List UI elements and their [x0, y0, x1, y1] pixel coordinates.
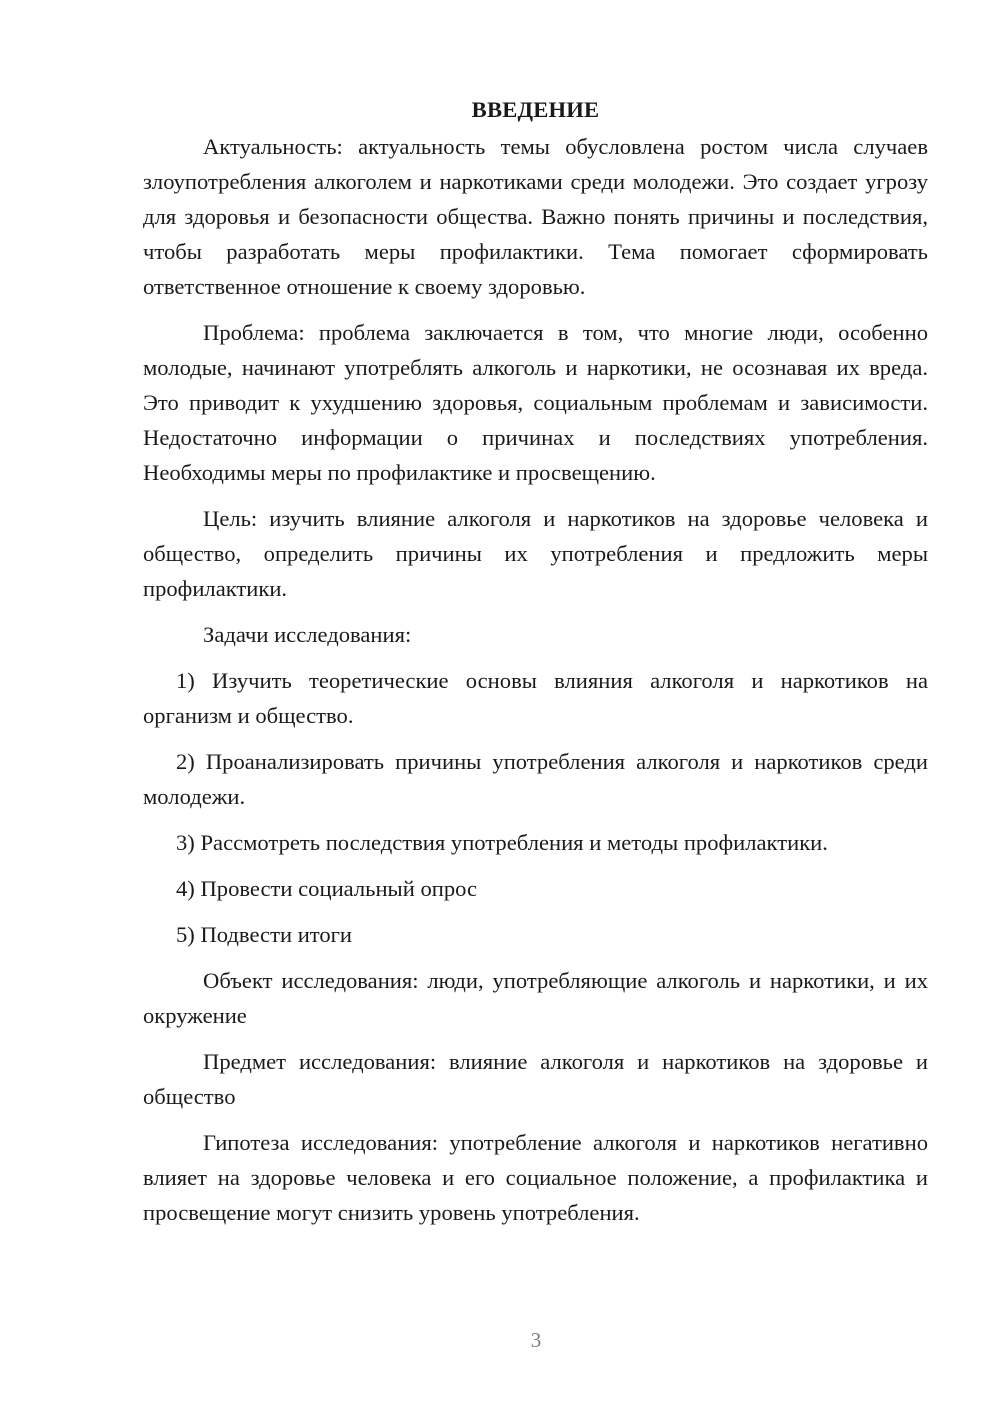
tasks-heading: Задачи исследования: — [203, 622, 412, 647]
task-item-1: 1) Изучить теоретические основы влияния алкоголя и наркотиков на организм и общество. — [143, 668, 928, 728]
object-paragraph: Объект исследования: люди, употребляющие алкоголь и наркотики, и их окружение — [143, 968, 928, 1028]
section-heading: ВВЕДЕНИЕ — [471, 97, 600, 122]
problem-paragraph: Проблема: проблема заключается в том, что многие люди, особенно молодые, начинают употреблять алкоголь и наркотики, не осознавая их вреда. Это приводит к ухудшению здоровья, социальным проблемам и зависимости. Недостаточно информации о причинах и последствиях употребления. Необходимы меры по профилактике и просвещению. — [143, 320, 928, 485]
relevance-paragraph: Актуальность: актуальность темы обусловлена ростом числа случаев злоупотребления алкоголем и наркотиками среди молодежи. Это создает угрозу для здоровья и безопасности общества. Важно понять причины и последствия, чтобы разработать меры профилактики. Тема помогает сформировать ответственное отношение к своему здоровью. — [143, 134, 928, 299]
page-number: 3 — [530, 1328, 542, 1352]
task-item-5: 5) Подвести итоги — [176, 922, 353, 947]
document-body — [143, 92, 928, 1241]
task-item-2: 2) Проанализировать причины употребления алкоголя и наркотиков среди молодежи. — [143, 749, 928, 809]
task-item-3: 3) Рассмотреть последствия употребления и методы профилактики. — [176, 830, 828, 855]
subject-paragraph: Предмет исследования: влияние алкоголя и наркотиков на здоровье и общество — [143, 1049, 928, 1109]
task-item-4: 4) Провести социальный опрос — [176, 876, 478, 901]
goal-paragraph: Цель: изучить влияние алкоголя и наркотиков на здоровье человека и общество, определить причины их употребления и предложить меры профилактики. — [143, 506, 928, 601]
hypothesis-paragraph: Гипотеза исследования: употребление алкоголя и наркотиков негативно влияет на здоровье человека и его социальное положение, а профилактика и просвещение могут снизить уровень употребления. — [143, 1130, 928, 1225]
